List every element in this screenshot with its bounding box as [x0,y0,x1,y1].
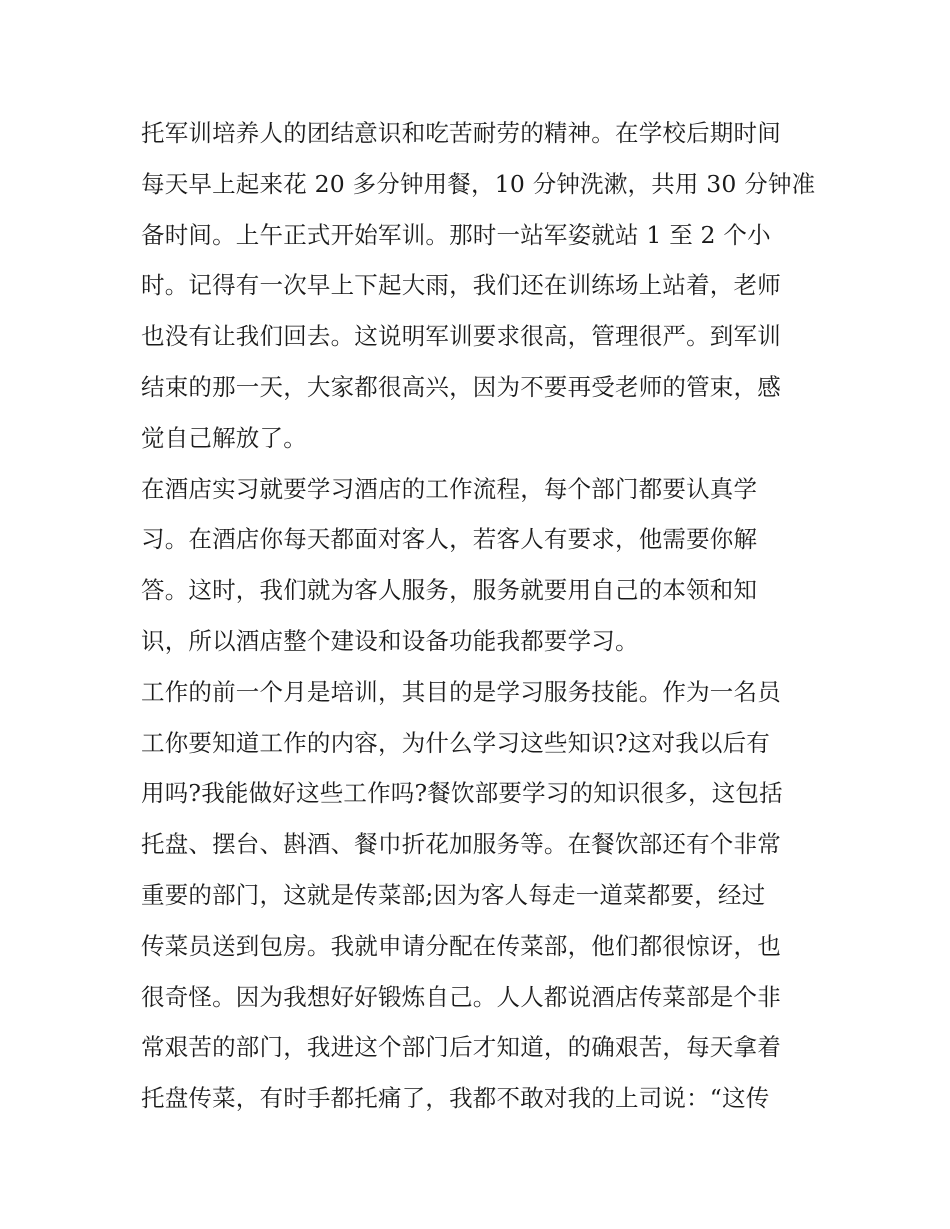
text-line-10: 答。这时，我们就为客人服务，服务就要用自己的本领和知 [141,576,758,605]
text-line-7: 觉自己解放了。 [141,423,307,452]
text-line-15: 托盘、摆台、斟酒、餐巾折花加服务等。在餐饮部还有个非常 [141,830,781,859]
text-line-9: 习。在酒店你每天都面对客人，若客人有要求，他需要你解 [141,525,758,554]
text-line-5: 也没有让我们回去。这说明军训要求很高，管理很严。到军训 [141,322,781,351]
text-line-12: 工作的前一个月是培训，其目的是学习服务技能。作为一名员 [141,677,781,706]
text-line-16: 重要的部门，这就是传菜部;因为客人每走一道菜都要，经过 [141,880,766,909]
text-line-11: 识，所以酒店整个建设和设备功能我都要学习。 [141,626,639,655]
text-line-2: 每天早上起来花 20 多分钟用餐，10 分钟洗漱，共用 30 分钟准 [141,169,816,198]
text-line-14: 用吗?我能做好这些工作吗?餐饮部要学习的知识很多，这包括 [141,779,783,808]
text-line-8: 在酒店实习就要学习酒店的工作流程，每个部门都要认真学 [141,474,758,503]
text-line-13: 工你要知道工作的内容，为什么学习这些知识?这对我以后有 [141,728,770,757]
text-line-18: 很奇怪。因为我想好好锻炼自己。人人都说酒店传菜部是个非 [141,982,781,1011]
text-line-20: 托盘传菜，有时手都托痛了，我都不敢对我的上司说：“这传 [141,1084,770,1113]
text-line-19: 常艰苦的部门，我进这个部门后才知道，的确艰苦，每天拿着 [141,1033,781,1062]
text-line-1: 托军训培养人的团结意识和吃苦耐劳的精神。在学校后期时间 [141,119,781,147]
text-line-6: 结束的那一天，大家都很高兴，因为不要再受老师的管束，感 [141,372,781,401]
body-text [141,108,821,1124]
text-line-17: 传菜员送到包房。我就申请分配在传菜部，他们都很惊讶，也 [141,931,781,960]
text-line-4: 时。记得有一次早上下起大雨，我们还在训练场上站着，老师 [141,271,781,300]
text-line-3: 备时间。上午正式开始军训。那时一站军姿就站 1 至 2 个小 [141,220,771,249]
